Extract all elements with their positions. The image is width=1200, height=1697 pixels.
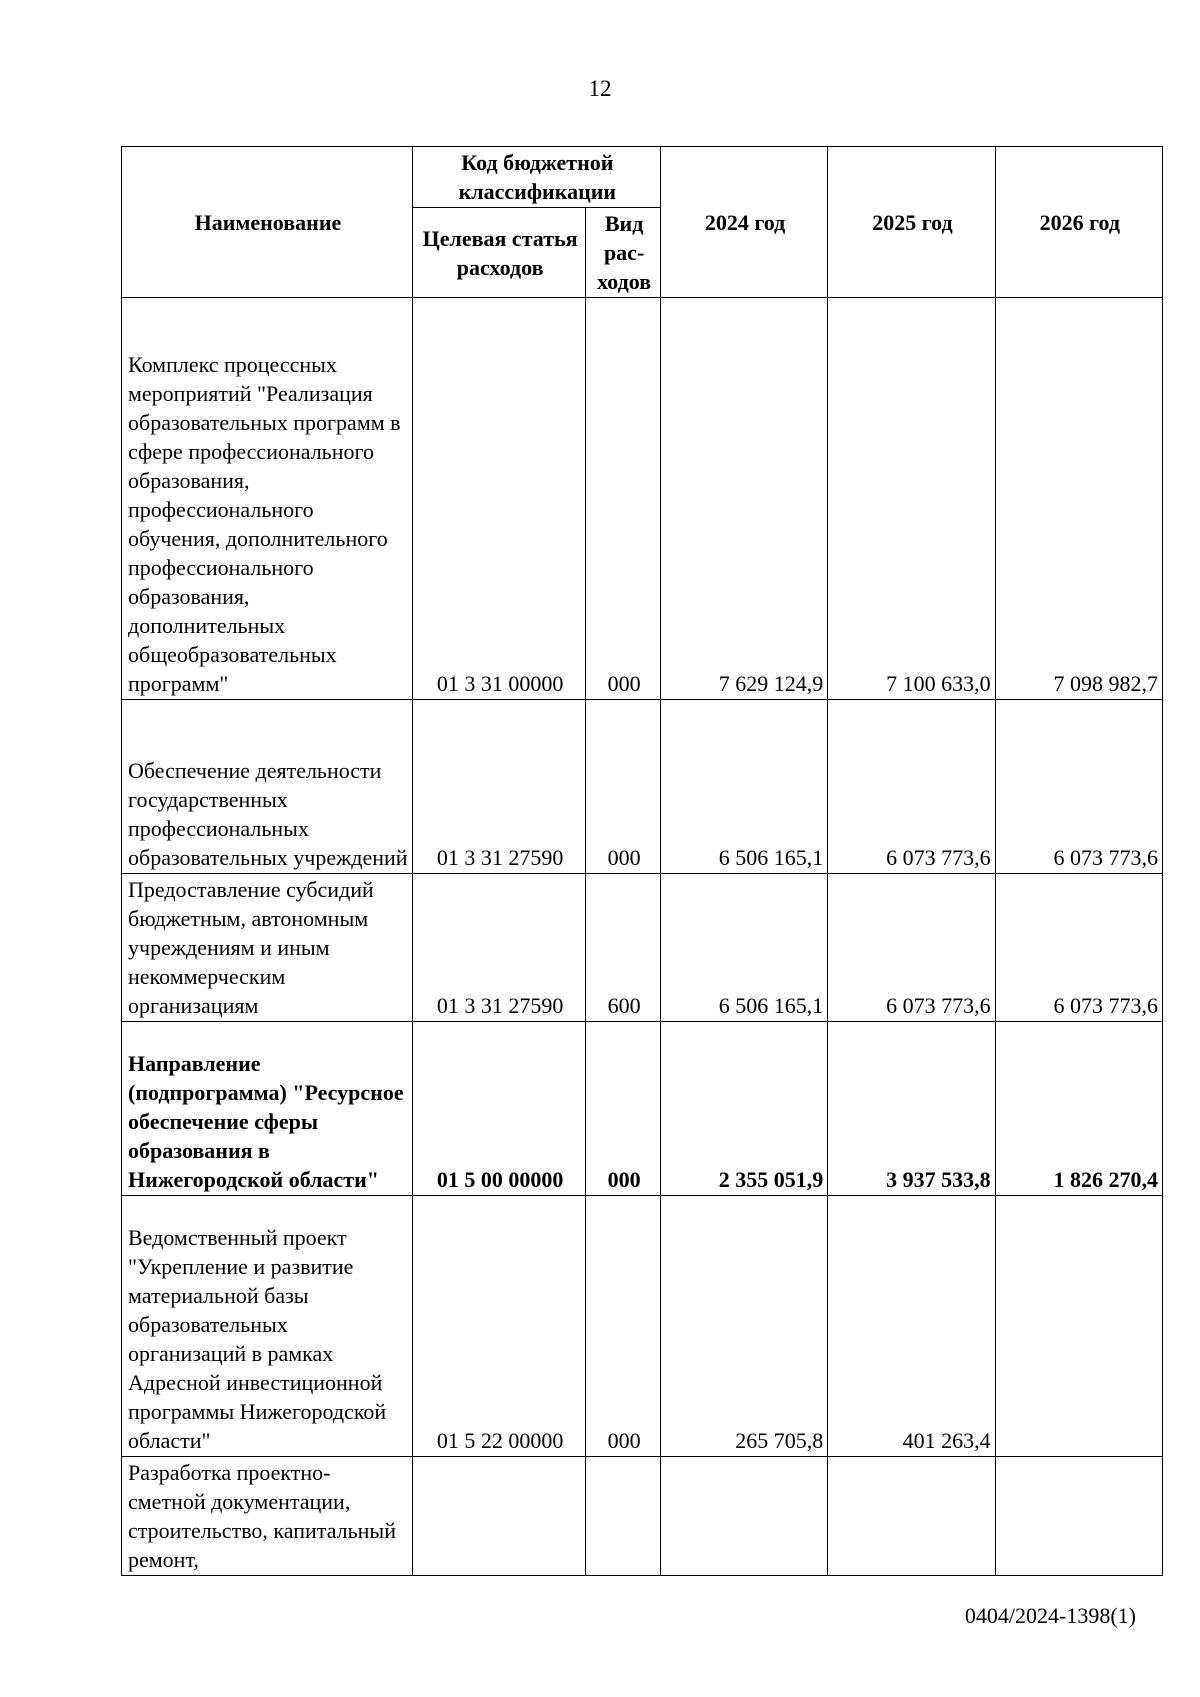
- page-number: 12: [588, 76, 612, 101]
- header-year-2024: 2024 год: [660, 147, 827, 298]
- row-value-2025: [828, 1457, 995, 1576]
- row-expense-type: 000: [586, 1022, 661, 1196]
- document-registration-code: 0404/2024-1398(1): [964, 1603, 1136, 1628]
- row-value-2025: 401 263,4: [828, 1196, 995, 1457]
- table-row: [122, 700, 1163, 874]
- header-name: Наименование: [122, 147, 413, 298]
- row-value-2024: [660, 1457, 827, 1576]
- row-value-2024: 6 506 165,1: [660, 700, 827, 874]
- table-row: [122, 1196, 1163, 1457]
- header-code-group: Код бюджетной классификации: [412, 147, 660, 208]
- row-value-2025: 6 073 773,6: [828, 700, 995, 874]
- row-target-article: 01 3 31 27590: [412, 700, 586, 874]
- row-expense-type: 000: [586, 700, 661, 874]
- table-row: [122, 298, 1163, 700]
- row-target-article: 01 3 31 27590: [412, 874, 586, 1022]
- row-value-2026: [995, 1457, 1162, 1576]
- header-year-2025: 2025 год: [828, 147, 995, 298]
- row-value-2024: 2 355 051,9: [660, 1022, 827, 1196]
- row-target-article: 01 5 22 00000: [412, 1196, 586, 1457]
- table-row-subprogram: [122, 1022, 1163, 1196]
- row-value-2026: 6 073 773,6: [995, 700, 1162, 874]
- table-row: [122, 874, 1163, 1022]
- row-target-article: 01 3 31 00000: [412, 298, 586, 700]
- row-target-article: 01 5 00 00000: [412, 1022, 586, 1196]
- row-expense-type: 600: [586, 874, 661, 1022]
- row-expense-type: [586, 1457, 661, 1576]
- row-name: Разработка проектно-сметной документации, строительство, капитальный ремонт,: [122, 1457, 413, 1576]
- row-target-article: [412, 1457, 586, 1576]
- row-value-2026: 7 098 982,7: [995, 298, 1162, 700]
- row-value-2025: 3 937 533,8: [828, 1022, 995, 1196]
- budget-table: [121, 146, 1163, 1576]
- row-value-2026: [995, 1196, 1162, 1457]
- row-name: Обеспечение деятельности государственных профессиональных образовательных учреждений: [122, 700, 413, 874]
- row-value-2024: 265 705,8: [660, 1196, 827, 1457]
- row-value-2024: 7 629 124,9: [660, 298, 827, 700]
- row-expense-type: 000: [586, 298, 661, 700]
- row-name: Предоставление субсидий бюджетным, автономным учреждениям и иным некоммерческим организациям: [122, 874, 413, 1022]
- row-name: Направление (подпрограмма) "Ресурсное обеспечение сферы образования в Нижегородской области": [122, 1022, 413, 1196]
- row-name: Ведомственный проект "Укрепление и развитие материальной базы образовательных организаций в рамках Адресной инвестиционной программы Нижегородской области": [122, 1196, 413, 1457]
- table-row: [122, 1457, 1163, 1576]
- row-value-2025: 6 073 773,6: [828, 874, 995, 1022]
- header-year-2026: 2026 год: [995, 147, 1162, 298]
- row-value-2026: 1 826 270,4: [995, 1022, 1162, 1196]
- row-value-2025: 7 100 633,0: [828, 298, 995, 700]
- row-value-2026: 6 073 773,6: [995, 874, 1162, 1022]
- header-target-article: Целевая статья расходов: [412, 208, 586, 298]
- row-value-2024: 6 506 165,1: [660, 874, 827, 1022]
- header-expense-type: Вид рас-ходов: [586, 208, 661, 298]
- row-name: Комплекс процессных мероприятий "Реализация образовательных программ в сфере профессионального образования, профессионального обучения, дополнительного профессионального образования, дополнительных общеобразовательных программ": [122, 298, 413, 700]
- row-expense-type: 000: [586, 1196, 661, 1457]
